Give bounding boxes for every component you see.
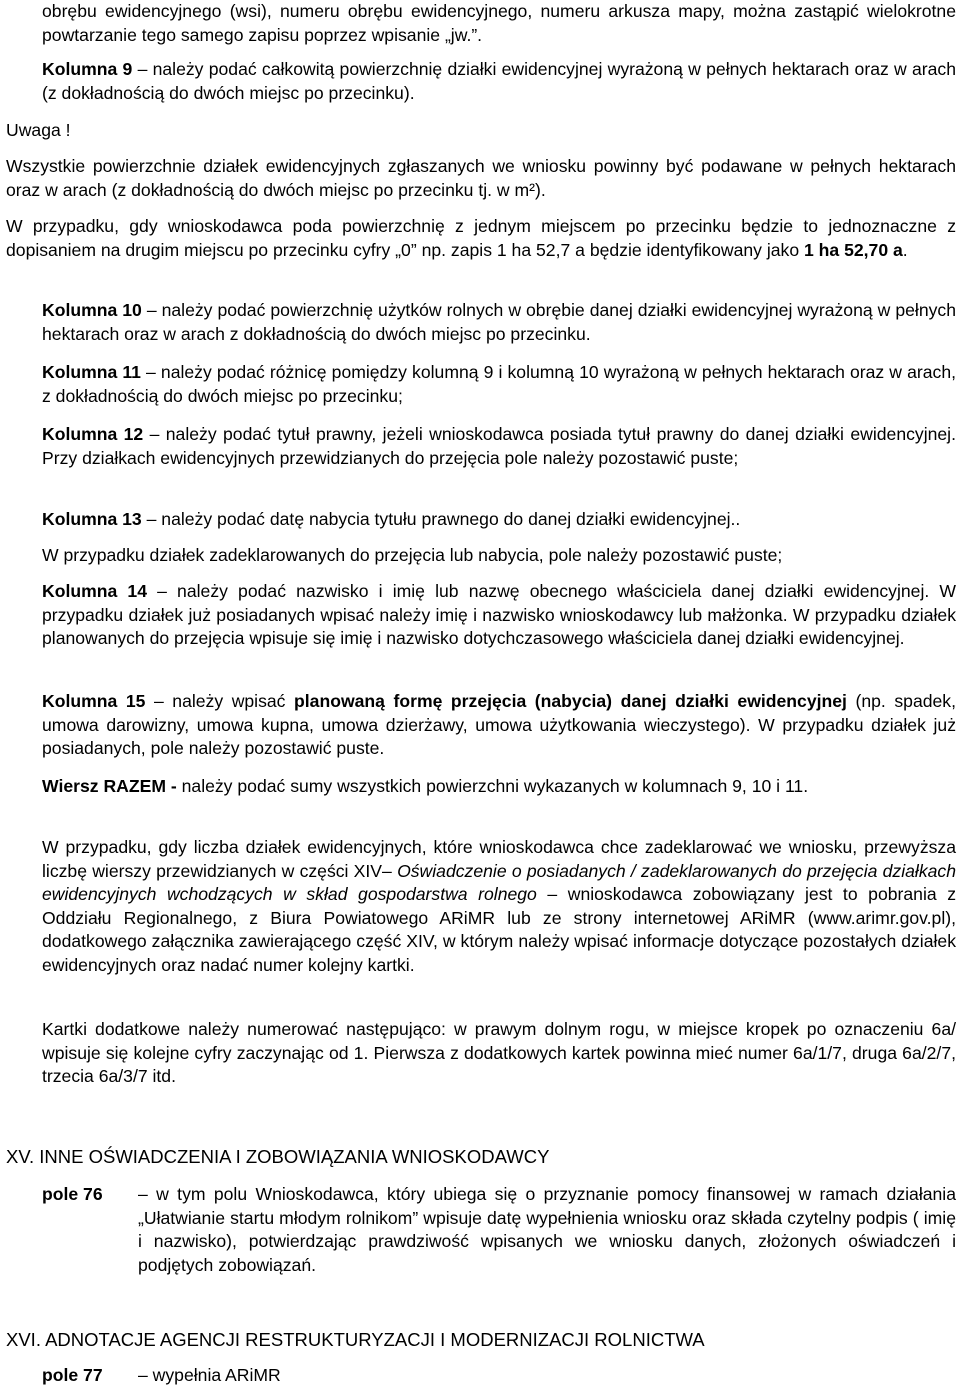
pole-77-label: pole 77 (42, 1365, 103, 1385)
paragraph-uwaga-2: W przypadku, gdy wnioskodawca poda powierzchnię z jednym miejscem po przecinku będzie to jednoznaczne z dopisaniem na drugim miejscu po przecinku cyfry „0” np. zapis 1 ha 52,7 a będzie identyfikowany jako 1 ha 52,70 a. (6, 216, 956, 260)
paragraph-kolumna-13-note: W przypadku działek zadeklarowanych do przejęcia lub nabycia, pole należy pozostawić puste; (42, 545, 783, 565)
paragraph-kolumna-12: Kolumna 12 – należy podać tytuł prawny, jeżeli wnioskodawca posiada tytuł prawny do danej działki ewidencyjnej. Przy działkach ewidencyjnych przewidzianych do przejęcia pole należy pozostawić puste; (42, 424, 956, 468)
kolumna-13-label: Kolumna 13 (42, 509, 142, 529)
kolumna-10-label: Kolumna 10 (42, 300, 142, 320)
paragraph-uwaga-1: Wszystkie powierzchnie działek ewidencyjnych zgłaszanych we wniosku powinny być podawane w pełnych hektarach oraz w arach (z dokładnością do dwóch miejsc po przecinku tj. w m²). (6, 156, 956, 200)
pole-76-entry (42, 1183, 956, 1277)
pole-76-label: pole 76 (42, 1184, 103, 1204)
pole-77-entry (42, 1364, 956, 1388)
paragraph-additional-plots: W przypadku, gdy liczba działek ewidencyjnych, które wnioskodawca chce zadeklarować we wniosku, przewyższa liczbę wierszy przewidzianych w części XIV– Oświadczenie o posiadanych / zadeklarowanych do przejęcia działkach ewidencyjnych wchodzących w skład gospodarstwa rolnego – wnioskodawca zobowiązany jest to pobrania z Oddziału Regionalnego, z Biura Powiatowego ARiMR lub ze strony internetowej ARiMR (www.arimr.gov.pl), dodatkowego załącznika zawierającego część XIV, w którym należy wpisać informacje dotyczące pozostałych działek ewidencyjnych oraz nadać numer kolejny kartki. (42, 837, 956, 975)
paragraph-kolumna-13: Kolumna 13 – należy podać datę nabycia tytułu prawnego do danej działki ewidencyjnej.. (42, 509, 741, 529)
paragraph-continuation: obrębu ewidencyjnego (wsi), numeru obrębu ewidencyjnego, numeru arkusza mapy, można zastąpić wielokrotne powtarzanie tego samego zapisu poprzez wpisanie „jw.”. (42, 1, 956, 45)
kolumna-14-label: Kolumna 14 (42, 581, 147, 601)
section-xv-heading: XV. INNE OŚWIADCZENIA I ZOBOWIĄZANIA WNIOSKODAWCY (6, 1146, 550, 1167)
kolumna-12-label: Kolumna 12 (42, 424, 144, 444)
paragraph-kolumna-9: Kolumna 9 – należy podać całkowitą powierzchnię działki ewidencyjnej wyrażoną w pełnych hektarach oraz w arach (z dokładnością do dwóch miejsc po przecinku). (42, 59, 957, 103)
paragraph-wiersz-razem: Wiersz RAZEM - należy podać sumy wszystkich powierzchni wykazanych w kolumnach 9, 10 i 11. (42, 776, 809, 796)
wiersz-razem-label: Wiersz RAZEM - (42, 776, 182, 796)
paragraph-kartki-dodatkowe: Kartki dodatkowe należy numerować następująco: w prawym dolnym rogu, w miejsce kropek po oznaczeniu 6a/ wpisuje się kolejne cyfry zaczynając od 1. Pierwsza z dodatkowych kartek powinna mieć numer 6a/1/7, druga 6a/2/7, trzecia 6a/3/7 itd. (42, 1019, 956, 1086)
pole-76-text: – w tym polu Wnioskodawca, który ubiega się o przyznanie pomocy finansowej w ramach działania „Ułatwianie startu młodym rolnikom” wpisuje datę wypełnienia wniosku oraz składa czytelny podpis ( imię i nazwisko), potwierdzając prawdziwość wpisanych we wniosku danych, złożonych oświadczeń i podjętych zobowiązań. (138, 1184, 956, 1275)
paragraph-kolumna-11: Kolumna 11 – należy podać różnicę pomiędzy kolumną 9 i kolumną 10 wyrażoną w pełnych hektarach oraz w arach, z dokładnością do dwóch miejsc po przecinku; (42, 362, 956, 406)
kolumna-15-label: Kolumna 15 (42, 691, 146, 711)
pole-77-text: – wypełnia ARiMR (138, 1365, 281, 1385)
kolumna-9-label: Kolumna 9 (42, 59, 133, 79)
uwaga-label: Uwaga ! (6, 120, 71, 140)
paragraph-kolumna-14: Kolumna 14 – należy podać nazwisko i imię lub nazwę obecnego właściciela danej działki ewidencyjnej. W przypadku działek już posiadanych wpisać należy imię i nazwisko wnioskodawcy lub małżonka. W przypadku działek planowanych do przejęcia wpisuje się imię i nazwisko dotychczasowego właściciela danej działki ewidencyjnej. (42, 581, 956, 648)
kolumna-11-label: Kolumna 11 (42, 362, 141, 382)
paragraph-kolumna-15: Kolumna 15 – należy wpisać planowaną formę przejęcia (nabycia) danej działki ewidencyjnej (np. spadek, umowa darowizny, umowa kupna, umowa dzierżawy, umowa użytkowania wieczystego). W przypadku działek już posiadanych, pole należy pozostawić puste. (42, 691, 956, 758)
section-xvi-heading: XVI. ADNOTACJE AGENCJI RESTRUKTURYZACJI I MODERNIZACJI ROLNICTWA (6, 1329, 705, 1350)
paragraph-kolumna-10: Kolumna 10 – należy podać powierzchnię użytków rolnych w obrębie danej działki ewidencyjnej wyrażoną w pełnych hektarach oraz w arach z dokładnością do dwóch miejsc po przecinku. (42, 300, 956, 344)
